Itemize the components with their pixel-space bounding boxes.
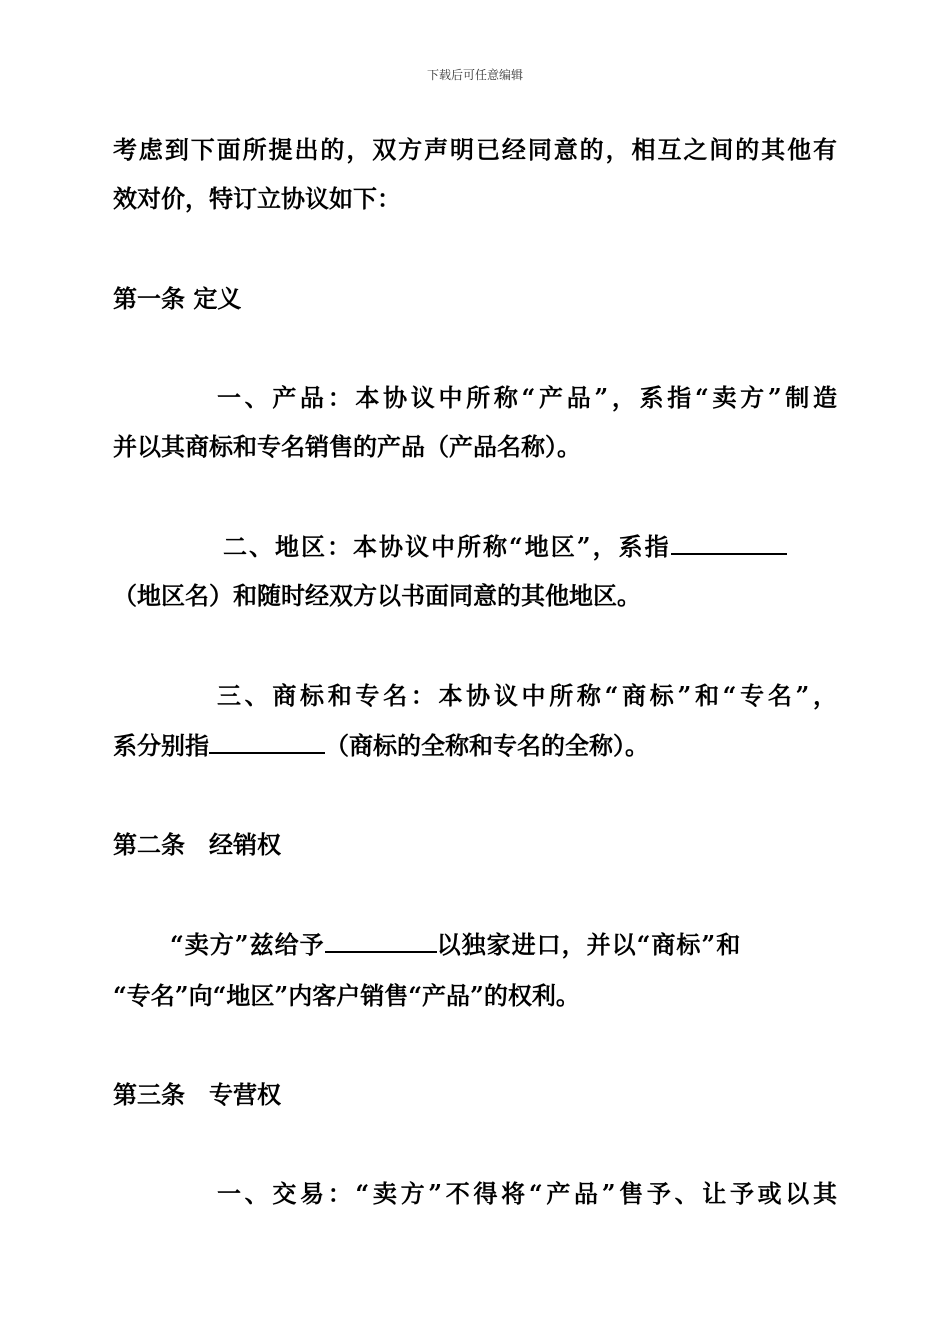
- article-1-item-2-text: 二、地区：本协议中所称“地区”，系指: [223, 532, 671, 561]
- article-1-title: 第一条 定义: [113, 284, 242, 313]
- article-3-title: 第三条 专营权: [113, 1080, 281, 1109]
- article-1-item-3-text-b: （商标的全称和专名的全称）。: [325, 731, 649, 760]
- article-2-title: 第二条 经销权: [113, 830, 281, 859]
- article-1-item-2-line-2: （地区名）和随时经双方以书面同意的其他地区。: [113, 581, 641, 610]
- article-1-item-1-line-1: 一、产品：本协议中所称“产品”，系指“卖方”制造: [217, 383, 837, 412]
- page-header: 下载后可任意编辑: [426, 68, 523, 82]
- article-1-item-3-line-2: [113, 730, 837, 761]
- article-3-item-1-line-1: 一、交易：“卖方”不得将“产品”售予、让予或以其: [217, 1179, 837, 1208]
- article-1-item-3-line-1: 三、商标和专名：本协议中所称“商标”和“专名”，: [217, 681, 837, 710]
- region-blank-line: [671, 531, 787, 555]
- article-1-item-1-line-2: 并以其商标和专名销售的产品（产品名称）。: [113, 432, 581, 461]
- article-1-item-2-line-1: [223, 531, 837, 562]
- article-2-line-2: “专名”向“地区”内客户销售“产品”的权利。: [113, 981, 580, 1010]
- article-2-text-b: 以独家进口，并以“商标”和: [436, 930, 742, 959]
- trademark-blank-line: [209, 730, 325, 754]
- preamble-line-1: 考虑到下面所提出的，双方声明已经同意的，相互之间的其他有: [113, 135, 837, 164]
- article-2-text-a: “卖方”兹给予: [170, 930, 325, 959]
- article-2-line-1: [170, 929, 837, 960]
- article-1-item-3-text-a: 系分别指: [113, 731, 209, 760]
- preamble-line-2: 效对价，特订立协议如下：: [113, 184, 401, 213]
- distributor-blank-line: [325, 929, 437, 953]
